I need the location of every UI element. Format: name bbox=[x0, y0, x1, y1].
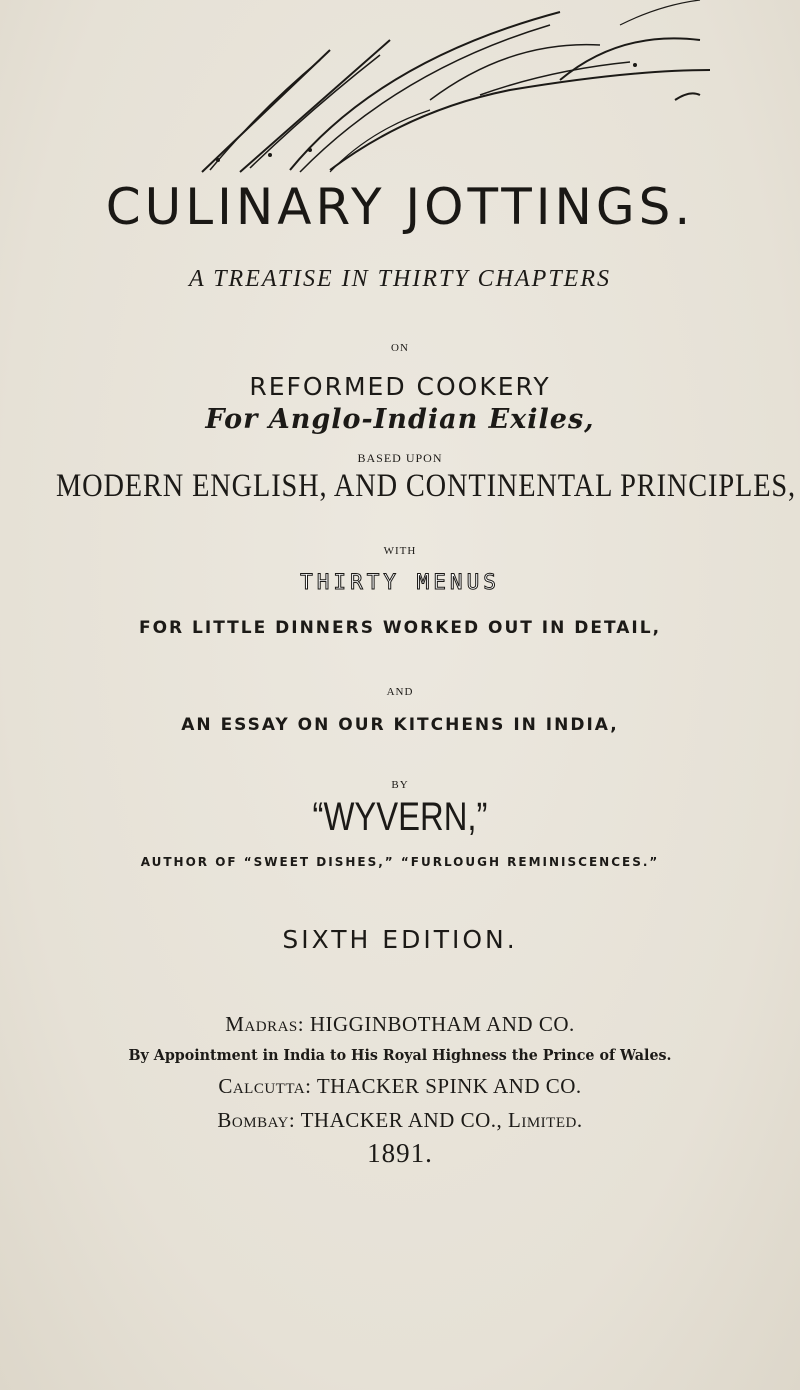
dinners-line: FOR LITTLE DINNERS WORKED OUT IN DETAIL, bbox=[138, 618, 662, 638]
book-subtitle: A TREATISE IN THIRTY CHAPTERS bbox=[188, 266, 612, 292]
imprint-bombay bbox=[0, 1108, 800, 1133]
royal-appointment: By Appointment in India to His Royal Highness the Prince of Wales. bbox=[128, 1046, 672, 1064]
quill-ornament-icon bbox=[180, 0, 740, 180]
imprint-city: Bombay bbox=[217, 1108, 289, 1132]
book-title: CULINARY JOTTINGS. bbox=[105, 178, 695, 236]
imprint-limited: Limited. bbox=[508, 1108, 583, 1132]
based-upon-label: BASED UPON bbox=[357, 451, 443, 465]
and-label: AND bbox=[386, 686, 414, 698]
imprint-city: Calcutta bbox=[218, 1074, 306, 1098]
essay-line: AN ESSAY ON OUR KITCHENS IN INDIA, bbox=[181, 715, 619, 735]
imprint-calcutta bbox=[0, 1074, 800, 1099]
audience-line: For Anglo-Indian Exiles, bbox=[205, 404, 595, 435]
imprint-publisher: : HIGGINBOTHAM AND CO. bbox=[297, 1012, 575, 1036]
imprint-publisher: : THACKER SPINK AND CO. bbox=[305, 1074, 582, 1098]
topic-heading: REFORMED COOKERY bbox=[249, 372, 551, 401]
imprint-city: Madras bbox=[225, 1012, 298, 1036]
menus-heading: THIRTY MENUS bbox=[300, 570, 500, 594]
publication-year: 1891. bbox=[367, 1138, 433, 1168]
author-works: AUTHOR OF “SWEET DISHES,” “FURLOUGH REMINISCENCES.” bbox=[140, 855, 660, 869]
on-label: ON bbox=[391, 342, 409, 354]
by-label: BY bbox=[391, 779, 409, 791]
imprint-publisher: : THACKER AND CO., bbox=[288, 1108, 503, 1132]
imprint-madras bbox=[0, 1012, 800, 1037]
author-pseudonym: “WYVERN,” bbox=[312, 795, 488, 839]
edition-line: SIXTH EDITION. bbox=[282, 925, 518, 954]
principles-line: MODERN ENGLISH, AND CONTINENTAL PRINCIPLES, bbox=[56, 468, 797, 504]
with-label: WITH bbox=[383, 545, 417, 557]
